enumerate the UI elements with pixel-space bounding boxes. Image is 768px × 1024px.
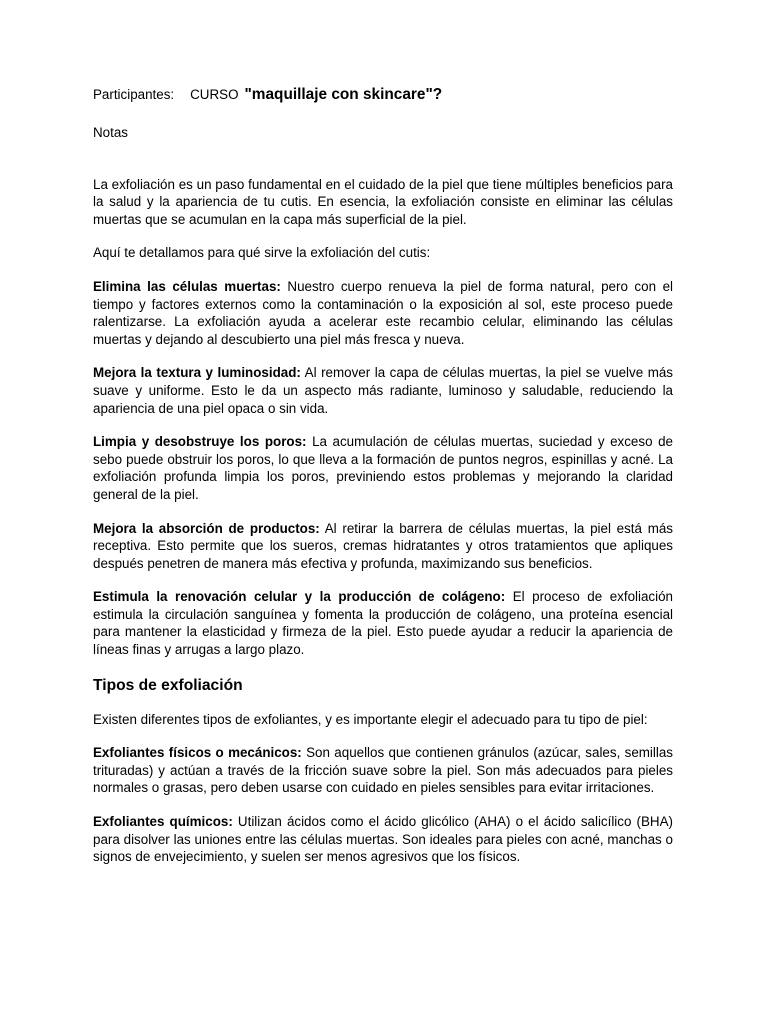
type-text: Utilizan ácidos como el ácido glicólico (AHA) o el ácido salicílico (BHA) para disolver las uniones entre las células muertas. Son ideales para pieles con acné, manchas o signos de envejecimiento, y suelen ser menos agresivos que los físicos. [93,814,673,865]
benefit-text: Nuestro cuerpo renueva la piel de forma natural, pero con el tiempo y factores externos como la contaminación o la exposición al sol, este proceso puede ralentizarse. La exfoliación ayuda a acelerar este recambio celular, eliminando las células muertas y dejando al descubierto una piel más fresca y nueva. [93,278,673,347]
benefit-text: La acumulación de células muertas, suciedad y exceso de sebo puede obstruir los poros, lo que lleva a la formación de puntos negros, espinillas y acné. La exfoliación profunda limpia los poros, previniendo estos problemas y mejorando la claridad general de la piel. [93,434,673,502]
type-paragraph [93,744,673,797]
course-label: CURSO [190,87,239,102]
intro-paragraph: La exfoliación es un paso fundamental en el cuidado de la piel que tiene múltiples beneficios para la salud y la apariencia de tu cutis. En esencia, la exfoliación consiste en eliminar las células muertas que se acumulan en la capa más superficial de la piel. [93,176,673,227]
course-title: "maquillaje con skincare"? [244,86,443,103]
benefit-text: Al remover la capa de células muertas, la piel se vuelve más suave y uniforme. Esto le da un aspecto más radiante, luminoso y saludable, reduciendo la apariencia de una piel opaca o sin vida. [93,365,673,416]
benefit-title: Elimina las células muertas: [93,278,281,294]
benefit-text: El proceso de exfoliación estimula la circulación sanguínea y fomenta la producción de colágeno, una proteína esencial para mantener la elasticidad y firmeza de la piel. Esto puede ayudar a reducir la apariencia de líneas finas y arrugas a largo plazo. [93,589,673,658]
type-paragraph [93,813,673,866]
benefit-title: Mejora la textura y luminosidad: [93,365,301,381]
benefit-paragraph [93,588,673,658]
types-intro-paragraph: Existen diferentes tipos de exfoliantes, y es importante elegir el adecuado para tu tipo de piel: [93,711,648,727]
benefit-title: Mejora la absorción de productos: [93,520,320,536]
benefit-title: Estimula la renovación celular y la producción de colágeno: [93,589,506,605]
benefit-paragraph [93,520,673,573]
lead-paragraph: Aquí te detallamos para qué sirve la exfoliación del cutis: [93,245,431,261]
benefit-title: Limpia y desobstruye los poros: [93,434,307,450]
notes-label: Notas [93,125,128,140]
benefit-paragraph [93,278,673,348]
type-title: Exfoliantes químicos: [93,814,233,830]
document-header [93,86,673,108]
type-text: Son aquellos que contienen gránulos (azúcar, sales, semillas trituradas) y actúan a través de la fricción suave sobre la piel. Son más adecuados para pieles normales o grasas, pero deben usarse con cuidado en pieles sensibles para evitar irritaciones. [93,745,673,796]
benefit-paragraph [93,433,673,503]
benefit-paragraph [93,364,673,417]
participants-label: Participantes: [93,87,175,102]
benefit-text: Al retirar la barrera de células muertas, la piel está más receptiva. Esto permite que los sueros, cremas hidratantes y otros tratamientos que apliques después penetren de manera más efectiva y profunda, maximizando sus beneficios. [93,520,673,571]
document-page [93,86,673,866]
type-title: Exfoliantes físicos o mecánicos: [93,745,302,761]
section-heading: Tipos de exfoliación [93,676,243,694]
